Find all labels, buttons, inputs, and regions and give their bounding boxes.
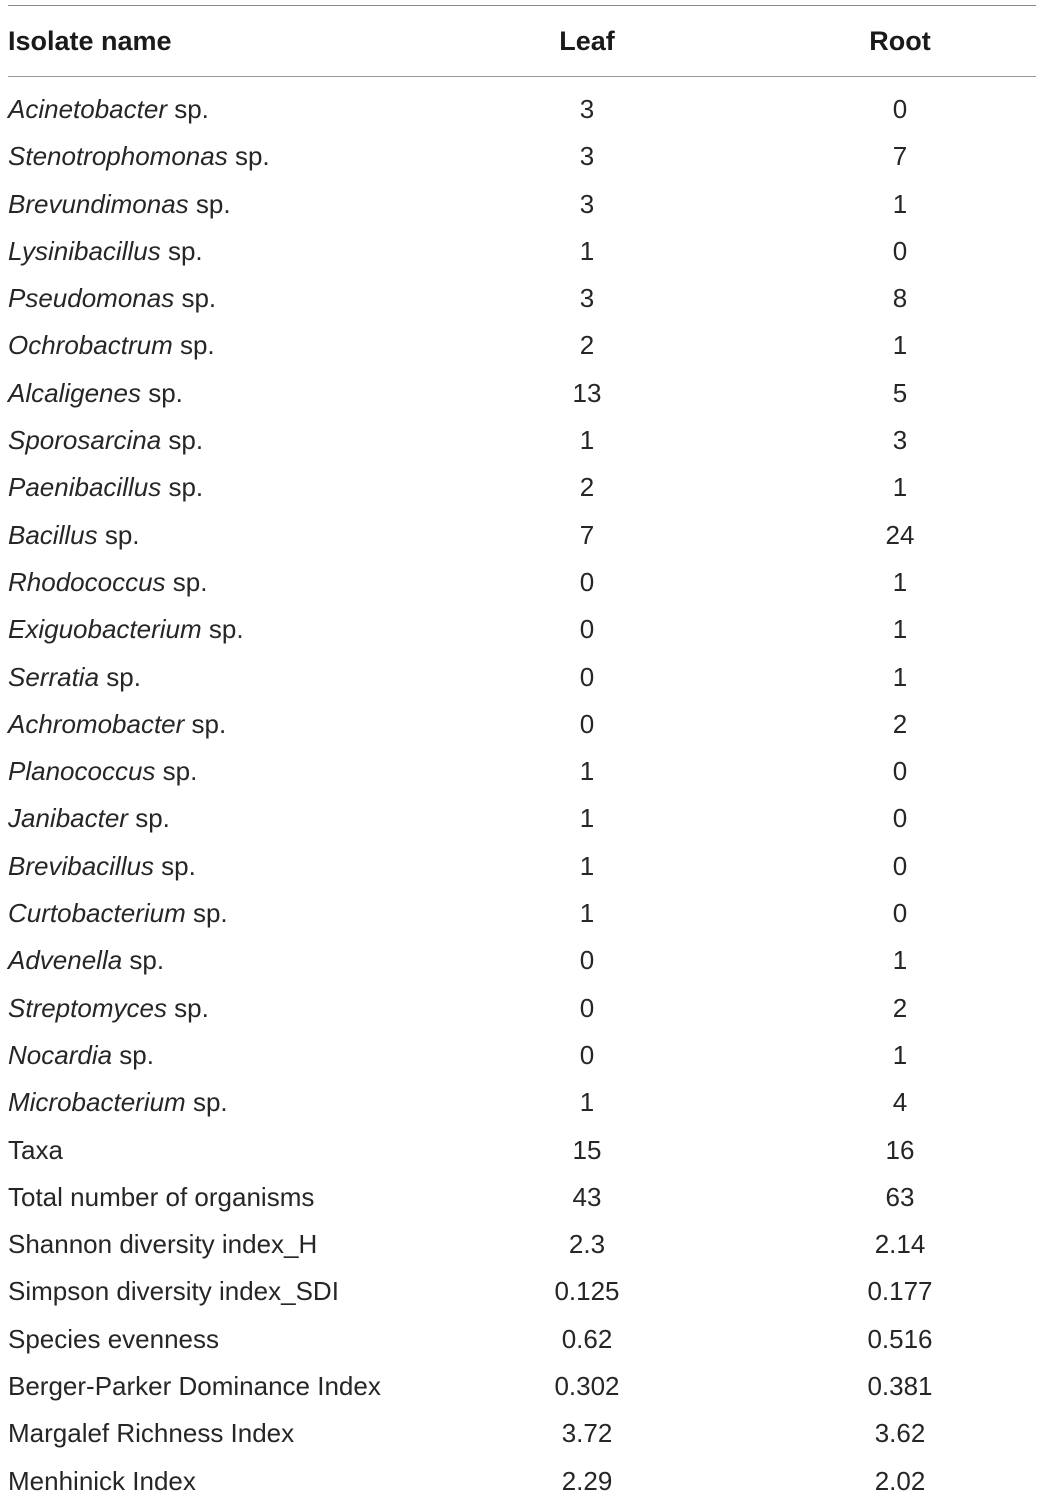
- genus-name: Advenella: [8, 945, 123, 976]
- genus-name: Paenibacillus: [8, 472, 162, 503]
- species-suffix: sp.: [172, 330, 215, 361]
- root-count-cell: 4: [892, 1087, 908, 1118]
- leaf-count-cell: 1: [579, 803, 595, 834]
- table-row: [0, 514, 1042, 561]
- isolate-name-cell: [8, 991, 209, 1025]
- summary-label-cell: Berger-Parker Dominance Index: [8, 1371, 381, 1402]
- header-bottom-rule: [8, 76, 1036, 77]
- genus-name: Pseudomonas: [8, 283, 175, 314]
- isolate-name-cell: [8, 754, 197, 788]
- leaf-count-cell: 0: [579, 945, 595, 976]
- header-root: Root: [869, 26, 931, 56]
- isolate-name-cell: [8, 139, 270, 173]
- summary-label-cell: Simpson diversity index_SDI: [8, 1276, 339, 1307]
- genus-name: Brevundimonas: [8, 188, 189, 219]
- root-count-cell: 1: [892, 945, 908, 976]
- species-suffix: sp.: [161, 425, 204, 456]
- table-row: [0, 183, 1042, 230]
- leaf-count-cell: 1: [579, 850, 595, 881]
- leaf-count-cell: 0: [579, 1039, 595, 1070]
- genus-name: Lysinibacillus: [8, 235, 161, 266]
- genus-name: Nocardia: [8, 1039, 113, 1070]
- table-header-row: [0, 14, 1042, 70]
- species-suffix: sp.: [165, 566, 208, 597]
- root-count-cell: 1: [892, 566, 908, 597]
- genus-name: Serratia: [8, 661, 100, 692]
- root-count-cell: 2: [892, 992, 908, 1023]
- leaf-count-cell: 1: [579, 425, 595, 456]
- summary-label-cell: Shannon diversity index_H: [8, 1229, 318, 1260]
- root-count-cell: 1: [892, 661, 908, 692]
- isolate-name-cell: [8, 234, 203, 268]
- isolate-name-cell: [8, 707, 226, 741]
- isolate-name-cell: [8, 187, 231, 221]
- root-count-cell: 0: [892, 803, 908, 834]
- table-row: [0, 324, 1042, 371]
- isolate-name-cell: [8, 1085, 228, 1119]
- root-count-cell: 1: [892, 330, 908, 361]
- summary-label-cell: Taxa: [8, 1134, 63, 1165]
- isolate-name-cell: [8, 896, 228, 930]
- table-row: [0, 987, 1042, 1034]
- species-suffix: sp.: [160, 235, 203, 266]
- genus-name: Stenotrophomonas: [8, 141, 228, 172]
- summary-label-cell: Total number of organisms: [8, 1181, 315, 1212]
- root-count-cell: 0: [892, 235, 908, 266]
- genus-name: Alcaligenes: [8, 377, 141, 408]
- genus-name: Janibacter: [8, 803, 128, 834]
- table-row: [0, 797, 1042, 844]
- genus-name: Curtobacterium: [8, 898, 186, 929]
- species-suffix: sp.: [127, 803, 170, 834]
- table-row: [0, 750, 1042, 797]
- isolate-name-cell: [8, 328, 215, 362]
- root-count-cell: 1: [892, 614, 908, 645]
- summary-label-cell: Margalef Richness Index: [8, 1418, 295, 1449]
- species-suffix: sp.: [174, 283, 217, 314]
- isolate-name-cell: [8, 470, 203, 504]
- root-value-cell: 3.62: [874, 1418, 926, 1449]
- table-row: [0, 1081, 1042, 1128]
- leaf-count-cell: 3: [579, 188, 595, 219]
- root-count-cell: 1: [892, 188, 908, 219]
- root-count-cell: 7: [892, 141, 908, 172]
- table-row: [0, 561, 1042, 608]
- root-value-cell: 2.02: [874, 1465, 926, 1496]
- table-row: [0, 892, 1042, 939]
- leaf-count-cell: 3: [579, 283, 595, 314]
- genus-name: Ochrobactrum: [8, 330, 173, 361]
- root-count-cell: 0: [892, 94, 908, 124]
- table-row: [0, 277, 1042, 324]
- species-suffix: sp.: [185, 898, 228, 929]
- leaf-count-cell: 2: [579, 330, 595, 361]
- root-value-cell: 63: [885, 1181, 915, 1212]
- table-row: [0, 1034, 1042, 1081]
- species-suffix: sp.: [97, 519, 140, 550]
- table-row: [0, 88, 1042, 135]
- root-count-cell: 3: [892, 425, 908, 456]
- summary-row: [0, 1176, 1042, 1223]
- table-row: [0, 845, 1042, 892]
- root-count-cell: 5: [892, 377, 908, 408]
- summary-row: [0, 1460, 1042, 1507]
- leaf-count-cell: 3: [579, 141, 595, 172]
- leaf-value-cell: 0.302: [554, 1371, 620, 1402]
- species-suffix: sp.: [153, 850, 196, 881]
- isolate-name-cell: [8, 660, 141, 694]
- header-leaf: Leaf: [559, 26, 615, 56]
- species-suffix: sp.: [155, 756, 198, 787]
- leaf-count-cell: 2: [579, 472, 595, 503]
- summary-label-cell: Menhinick Index: [8, 1465, 196, 1496]
- root-value-cell: 0.177: [867, 1276, 933, 1307]
- isolate-name-cell: [8, 1038, 154, 1072]
- leaf-value-cell: 0.125: [554, 1276, 620, 1307]
- species-suffix: sp.: [166, 992, 209, 1023]
- leaf-count-cell: 0: [579, 566, 595, 597]
- isolate-name-cell: [8, 376, 183, 410]
- leaf-count-cell: 3: [579, 94, 595, 124]
- root-count-cell: 24: [885, 519, 915, 550]
- root-count-cell: 0: [892, 850, 908, 881]
- isolate-name-cell: [8, 612, 244, 646]
- genus-name: Streptomyces: [8, 992, 167, 1023]
- species-suffix: sp.: [166, 94, 209, 124]
- species-suffix: sp.: [227, 141, 270, 172]
- leaf-value-cell: 3.72: [561, 1418, 613, 1449]
- summary-row: [0, 1129, 1042, 1176]
- leaf-value-cell: 43: [572, 1181, 602, 1212]
- table-row: [0, 419, 1042, 466]
- table-row: [0, 230, 1042, 277]
- genus-name: Brevibacillus: [8, 850, 154, 881]
- summary-label-cell: Species evenness: [8, 1323, 220, 1354]
- leaf-count-cell: 1: [579, 235, 595, 266]
- table-row: [0, 466, 1042, 513]
- table-row: [0, 656, 1042, 703]
- root-value-cell: 16: [885, 1134, 915, 1165]
- root-count-cell: 2: [892, 708, 908, 739]
- table-top-rule: [8, 5, 1036, 6]
- leaf-count-cell: 0: [579, 661, 595, 692]
- summary-row: [0, 1412, 1042, 1459]
- summary-row: [0, 1318, 1042, 1365]
- table-row: [0, 372, 1042, 419]
- table-body: [0, 88, 1042, 1507]
- species-suffix: sp.: [99, 661, 141, 692]
- root-count-cell: 0: [892, 756, 908, 787]
- table-row: [0, 939, 1042, 986]
- genus-name: Exiguobacterium: [8, 614, 202, 645]
- genus-name: Bacillus: [8, 519, 98, 550]
- isolate-name-cell: [8, 518, 140, 552]
- genus-name: Microbacterium: [8, 1087, 186, 1118]
- root-value-cell: 0.516: [867, 1323, 933, 1354]
- root-count-cell: 8: [892, 283, 908, 314]
- leaf-value-cell: 15: [572, 1134, 602, 1165]
- species-suffix: sp.: [161, 472, 204, 503]
- leaf-count-cell: 7: [579, 519, 595, 550]
- species-suffix: sp.: [201, 614, 244, 645]
- leaf-count-cell: 13: [572, 377, 602, 408]
- root-count-cell: 1: [892, 472, 908, 503]
- genus-name: Rhodococcus: [8, 566, 166, 597]
- leaf-count-cell: 0: [579, 614, 595, 645]
- species-suffix: sp.: [140, 377, 183, 408]
- summary-row: [0, 1270, 1042, 1317]
- root-count-cell: 0: [892, 898, 908, 929]
- summary-row: [0, 1365, 1042, 1412]
- genus-name: Planococcus: [8, 756, 156, 787]
- leaf-value-cell: 2.3: [568, 1229, 606, 1260]
- genus-name: Achromobacter: [8, 708, 185, 739]
- leaf-count-cell: 0: [579, 708, 595, 739]
- summary-row: [0, 1223, 1042, 1270]
- isolate-name-cell: [8, 801, 170, 835]
- species-suffix: sp.: [122, 945, 165, 976]
- leaf-count-cell: 1: [579, 1087, 595, 1118]
- leaf-count-cell: 0: [579, 992, 595, 1023]
- table-row: [0, 608, 1042, 655]
- root-count-cell: 1: [892, 1039, 908, 1070]
- species-suffix: sp.: [188, 188, 231, 219]
- leaf-value-cell: 0.62: [561, 1323, 613, 1354]
- table-row: [0, 703, 1042, 750]
- root-value-cell: 2.14: [874, 1229, 926, 1260]
- isolate-name-cell: [8, 565, 207, 599]
- leaf-value-cell: 2.29: [561, 1465, 613, 1496]
- isolate-name-cell: [8, 92, 209, 126]
- isolate-name-cell: [8, 281, 216, 315]
- isolate-name-cell: [8, 423, 203, 457]
- root-value-cell: 0.381: [867, 1371, 933, 1402]
- genus-name: Acinetobacter: [8, 94, 167, 124]
- isolate-name-cell: [8, 849, 196, 883]
- species-suffix: sp.: [185, 1087, 228, 1118]
- species-suffix: sp.: [112, 1039, 154, 1070]
- header-isolate-name: Isolate name: [8, 26, 172, 56]
- leaf-count-cell: 1: [579, 898, 595, 929]
- isolate-name-cell: [8, 943, 164, 977]
- species-suffix: sp.: [184, 708, 227, 739]
- table-row: [0, 135, 1042, 182]
- genus-name: Sporosarcina: [8, 425, 162, 456]
- leaf-count-cell: 1: [579, 756, 595, 787]
